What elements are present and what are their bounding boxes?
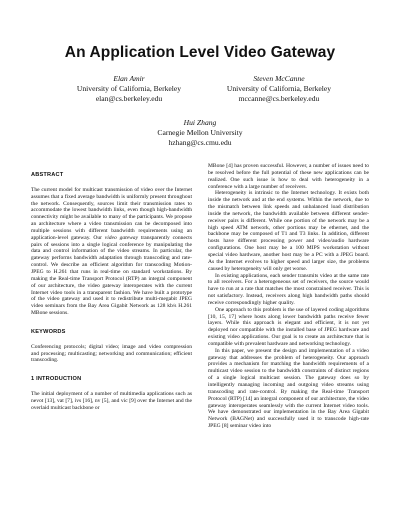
abstract-text: The current model for multicast transmission of video over the Internet assumes that a fixed average bandwidth is uniformly present throughout the network. Consequently, sources limit their transmission rates to accommodate the lowest bandwidth links, even though high-bandwidth connectivity might be available to many of the participants. We propose an architecture where a video transmission can be decomposed into multiple sessions with different bandwidth requirements using an application-level gateway. Our xyxy=(31,186,192,241)
author-block-2 xyxy=(208,74,350,104)
body-paragraph: In existing applications, each sender transmits video at the same rate to all receivers. For a heterogeneous set of receivers, the source would have to run at a rate that matches the most constrained receiver. This is not satisfactory. Instead, receivers along high bandwidth paths should receive correspondingly higher quality. xyxy=(208,272,369,306)
author-affiliation: University of California, Berkeley xyxy=(76,84,182,93)
author-name: Elan Amir xyxy=(113,74,145,83)
right-column xyxy=(208,163,369,430)
body-paragraph: One approach to this problem is the use of layered coding algorithms [10, 15, 17] where hosts along lower bandwidth paths receive fewer layers. While this approach is elegant and efficient, it is not yet deployed nor compatible with the installed base of JPEG hardware and existing video applications. Our goal is to create an architecture that is compatible with prevalent hardware and networking technology. xyxy=(208,306,369,347)
body-paragraph: MBone [4] has proven successful. However, a number of issues need to be resolved before the full potential of these new applications can be realized. One such issue is how to deal with heterogeneity in a conference with a large number of receivers. xyxy=(208,163,369,190)
author-email: elan@cs.berkeley.edu xyxy=(95,94,163,103)
author-email: mccanne@cs.berkeley.edu xyxy=(238,94,320,103)
abstract-paragraph xyxy=(31,187,192,317)
author-name: Hui Zhang xyxy=(183,118,217,127)
left-column xyxy=(31,172,192,412)
author-name: Steven McCanne xyxy=(253,74,305,83)
keywords-heading: KEYWORDS xyxy=(31,328,66,335)
author-block-1 xyxy=(58,74,200,104)
author-affiliation: Carnegie Mellon University xyxy=(157,128,243,137)
abstract-emphasis: video gateway xyxy=(104,234,139,241)
introduction-heading: 1 INTRODUCTION xyxy=(31,376,82,383)
author-email: hzhang@cs.cmu.edu xyxy=(168,138,232,147)
abstract-text: transparently connects pairs of sessions into a single logical conference by manipulating the data and control information of the video streams. In particular, the gateway performs bandwidth adaptation through transcoding and rate-control. We describe an efficient algorithm for transcoding Motion-JPEG to H.261 that runs in real-time on standard workstations. By making the Real-time Transport Protocol (RTP) an integral component of our architecture, the video gateway interoperates with the current Internet video tools in a transparent fashion. We have built a prototype of the video gateway and used it to redistribute multi-megabit JPEG video seminars from the Bay Area Gigabit Network as 128 kb/s H.261 MBone sessions. xyxy=(31,234,192,317)
author-affiliation: University of California, Berkeley xyxy=(226,84,332,93)
body-paragraph: In this paper, we present the design and implementation of a video gateway that addresses the problem of heterogeneity. Our approach provides a mechanism for matching the bandwidth requirements of a multicast video session to the bandwidth constraints of distinct regions of a single logical multicast session. The gateway does so by intelligently managing incoming and outgoing video streams using transcoding and rate-control. By making the Real-time Transport Protocol (RTP) [14] an integral component of our architecture, the video gateway interoperates seamlessly with the current Internet video tools. We have demonstrated our implementation in the Bay Area Gigabit Network (BAGNet) and successfully used it to transcode high-rate JPEG [8] seminar video into xyxy=(208,347,369,430)
abstract-heading: ABSTRACT xyxy=(31,172,64,178)
intro-paragraph: The initial deployment of a number of multimedia applications such as nevot [13], vat [7], ivs [16], nv [5], and vic [9] over the Internet and the overlaid multicast backbone or xyxy=(31,391,192,411)
author-block-3 xyxy=(120,118,280,148)
keywords-text: Conferencing protocols; digital video; image and video compression and processing; multicasting; networking and communication; efficient transcoding. xyxy=(31,343,192,364)
paper-title: An Application Level Video Gateway xyxy=(64,44,336,61)
body-paragraph: Heterogeneity is intrinsic to the Internet technology. It exists both inside the network and at the end systems. Within the network, due to the mismatch between link speeds and unbalanced load distribution inside the network, the bandwidth available between different sender-receiver pairs is different. While one portion of the network may be a high speed ATM network, other portions may be ethernet, and the backbone may be composed of T1 and T3 links. In addition, different hosts have different processing power and video/audio hardware configurations. One host may be a 100 MIPS workstation without special video hardware, another host may be a PC with a JPEG board. As the Internet evolves to higher speed and larger size, the problems caused by heterogeneity will only get worse. xyxy=(208,190,369,272)
